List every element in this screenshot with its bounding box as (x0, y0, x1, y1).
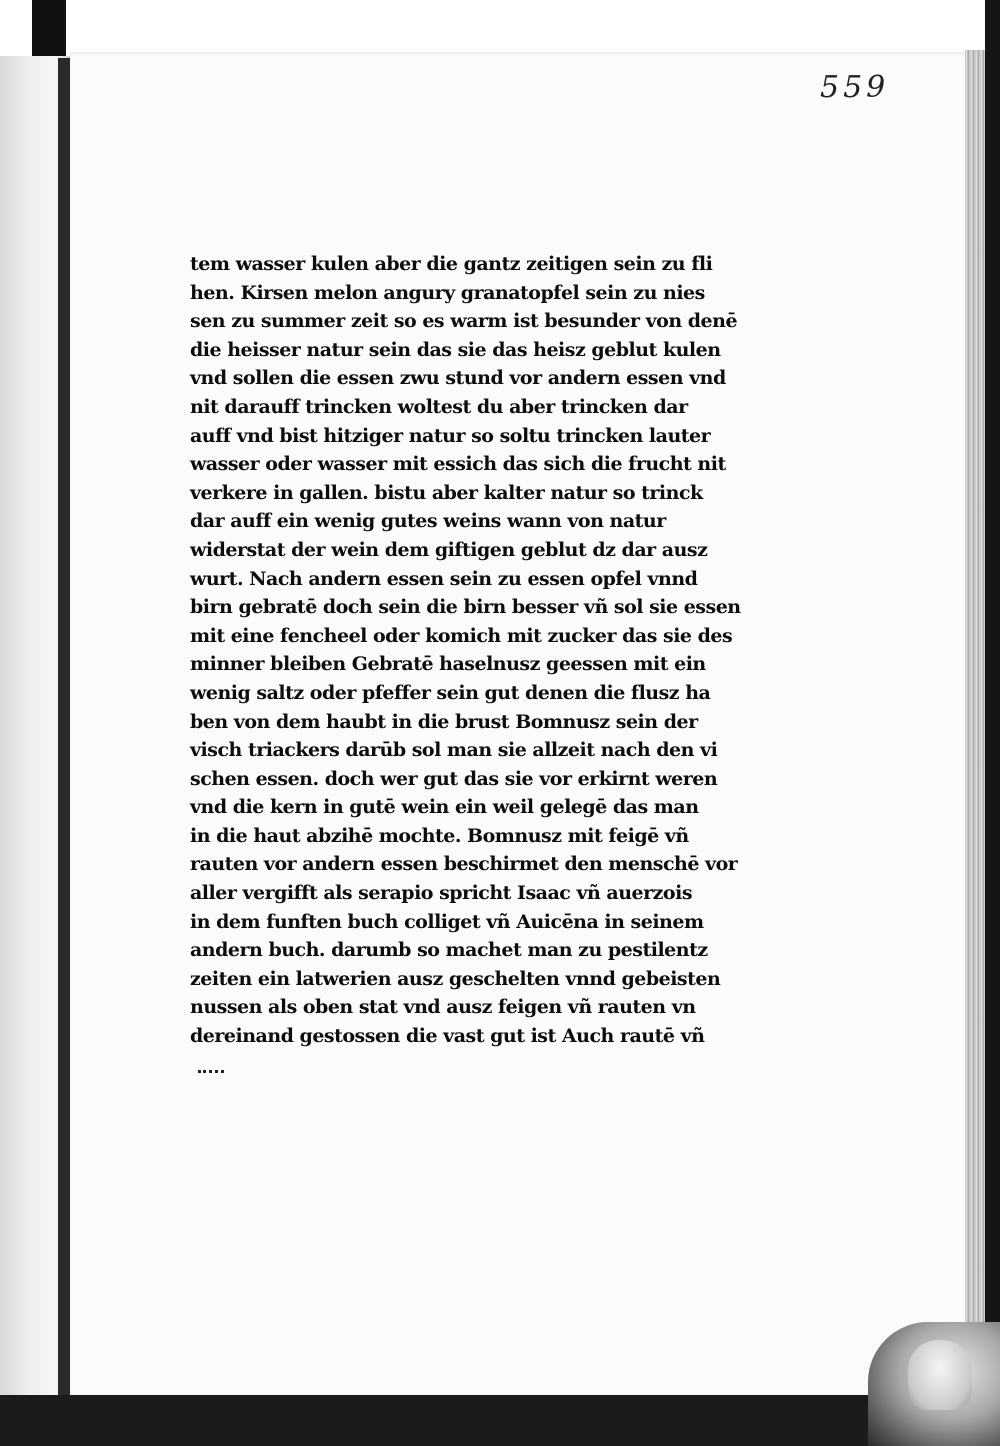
bottom-background (0, 1395, 1000, 1446)
text-line: andern buch. darumb so machet man zu pestilentz (190, 939, 708, 962)
folio-number: 559 (820, 70, 890, 105)
text-line: mit eine fencheel oder komich mit zucker das sie des (190, 624, 733, 647)
text-line: rauten vor andern essen beschirmet den menschē vor (190, 853, 738, 876)
text-line: vnd die kern in gutē wein ein weil gelegē das man (190, 796, 699, 819)
text-line: dar auff ein wenig gutes weins wann von natur (190, 510, 666, 533)
text-line: ben von dem haubt in die brust Bomnusz sein der (190, 710, 698, 733)
gutter-shadow (58, 58, 70, 1398)
text-line: hen. Kirsen melon angury granatopfel sein zu nies (190, 281, 705, 304)
text-line: auff vnd bist hitziger natur so soltu trincken lauter (190, 424, 711, 447)
text-line: minner bleiben Gebratē haselnusz geessen mit ein (190, 653, 706, 676)
text-line: nit darauff trincken woltest du aber trincken dar (190, 395, 688, 418)
text-line: widerstat der wein dem giftigen geblut dz dar ausz (190, 538, 708, 561)
text-line: birn gebratē doch sein die birn besser vñ sol sie essen (190, 596, 741, 619)
text-line: vnd sollen die essen zwu stund vor andern essen vnd (190, 367, 726, 390)
binding-strip (32, 0, 66, 62)
text-line: schen essen. doch wer gut das sie vor erkirnt weren (190, 767, 718, 790)
text-line: in die haut abzihē mochte. Bomnusz mit feigē vñ (190, 824, 689, 847)
text-line: zeiten ein latwerien ausz geschelten vnnd gebeisten (190, 967, 721, 990)
catchword-mark (198, 1070, 224, 1076)
text-line: in dem funften buch colliget vñ Auicēna in seinem (190, 910, 704, 933)
text-line: nussen als oben stat vnd ausz feigen vñ rauten vn (190, 996, 696, 1019)
text-line: verkere in gallen. bistu aber kalter natur so trinck (190, 481, 703, 504)
text-line: wenig saltz oder pfeffer sein gut denen die flusz ha (190, 681, 711, 704)
right-background (985, 0, 1000, 1446)
text-line: wasser oder wasser mit essich das sich die frucht nit (190, 453, 726, 476)
text-line: die heisser natur sein das sie das heisz geblut kulen (190, 338, 721, 361)
text-line: visch triackers darūb sol man sie allzeit nach den vi (190, 739, 718, 762)
text-line: sen zu summer zeit so es warm ist besunder von denē (190, 310, 738, 333)
text-line: tem wasser kulen aber die gantz zeitigen sein zu fli (190, 253, 713, 275)
text-line: dereinand gestossen die vast gut ist Auch rautē vñ (190, 1025, 705, 1048)
top-margin (0, 0, 1000, 56)
page-stack-edges (965, 50, 987, 1395)
text-line: aller vergifft als serapio spricht Isaac vñ auerzois (190, 882, 693, 905)
thumbnail-nail (908, 1340, 972, 1410)
text-column (190, 250, 750, 1051)
text-line: wurt. Nach andern essen sein zu essen opfel vnnd (190, 567, 698, 590)
